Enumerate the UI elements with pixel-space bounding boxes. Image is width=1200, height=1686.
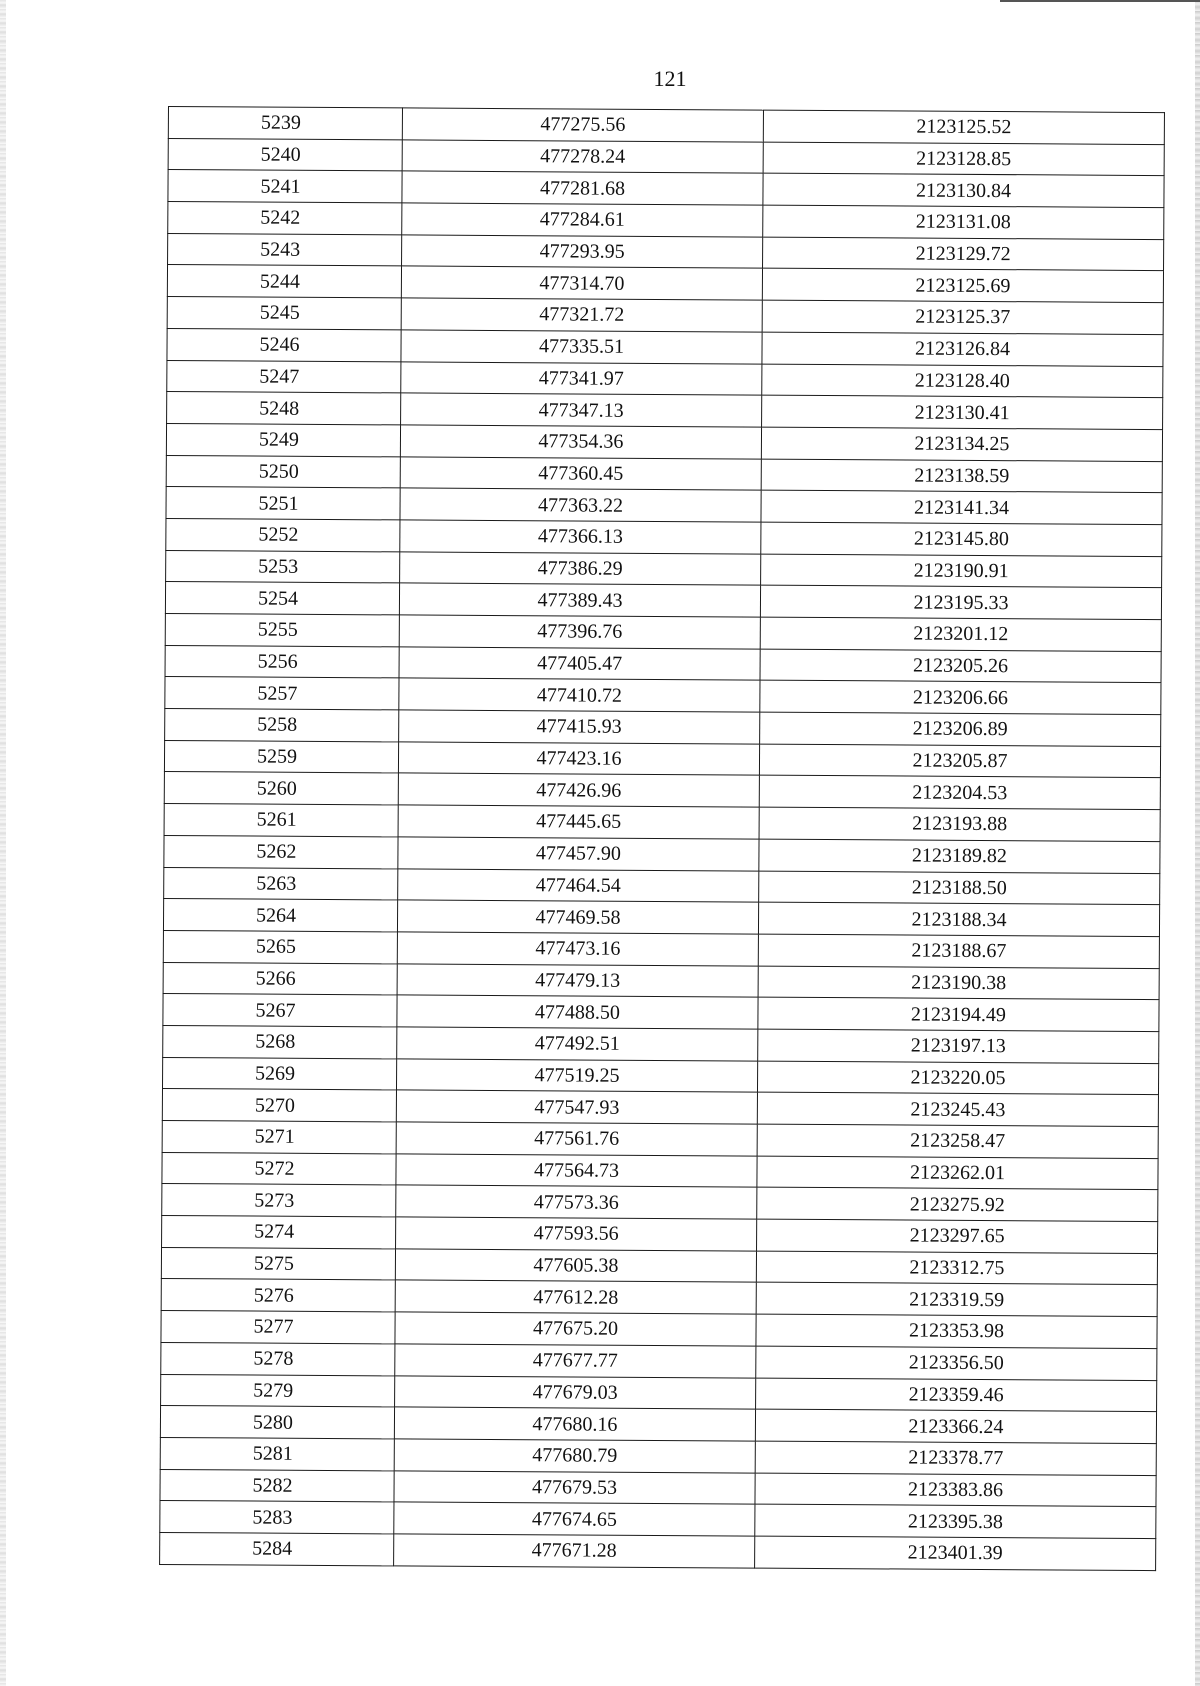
point-id-cell: 5253 (166, 550, 400, 583)
x-coordinate-cell: 477680.16 (394, 1407, 755, 1441)
x-coordinate-cell: 477360.45 (400, 456, 761, 490)
scan-edge-left (0, 0, 6, 1686)
point-id-cell: 5249 (166, 423, 400, 456)
point-id-cell: 5280 (160, 1406, 394, 1439)
point-id-cell: 5279 (161, 1374, 395, 1407)
point-id-cell: 5275 (161, 1247, 395, 1280)
point-id-cell: 5268 (163, 1025, 397, 1058)
point-id-cell: 5283 (160, 1501, 394, 1534)
y-coordinate-cell: 2123312.75 (756, 1251, 1157, 1285)
x-coordinate-cell: 477675.20 (395, 1312, 756, 1346)
point-id-cell: 5245 (167, 297, 401, 330)
x-coordinate-cell: 477473.16 (397, 932, 758, 966)
x-coordinate-cell: 477445.65 (398, 805, 759, 839)
point-id-cell: 5267 (163, 994, 397, 1027)
point-id-cell: 5264 (163, 899, 397, 932)
y-coordinate-cell: 2123206.89 (760, 712, 1161, 746)
x-coordinate-cell: 477314.70 (401, 266, 762, 300)
y-coordinate-cell: 2123197.13 (758, 1029, 1159, 1063)
x-coordinate-cell: 477469.58 (397, 900, 758, 934)
point-id-cell: 5248 (167, 392, 401, 425)
point-id-cell: 5257 (165, 677, 399, 710)
x-coordinate-cell: 477341.97 (401, 361, 762, 395)
y-coordinate-cell: 2123125.52 (763, 110, 1164, 144)
y-coordinate-cell: 2123190.38 (758, 966, 1159, 1000)
point-id-cell: 5273 (162, 1184, 396, 1217)
x-coordinate-cell: 477278.24 (402, 140, 763, 174)
x-coordinate-cell: 477293.95 (402, 235, 763, 269)
y-coordinate-cell: 2123128.85 (763, 142, 1164, 176)
y-coordinate-cell: 2123195.33 (760, 585, 1161, 619)
x-coordinate-cell: 477405.47 (399, 647, 760, 681)
y-coordinate-cell: 2123395.38 (755, 1504, 1156, 1538)
x-coordinate-cell: 477284.61 (402, 203, 763, 237)
point-id-cell: 5265 (163, 930, 397, 963)
x-coordinate-cell: 477415.93 (399, 710, 760, 744)
y-coordinate-cell: 2123138.59 (761, 459, 1162, 493)
y-coordinate-cell: 2123205.87 (759, 744, 1160, 778)
x-coordinate-cell: 477573.36 (396, 1185, 757, 1219)
x-coordinate-cell: 477679.03 (395, 1375, 756, 1409)
y-coordinate-cell: 2123193.88 (759, 807, 1160, 841)
x-coordinate-cell: 477680.79 (394, 1439, 755, 1473)
point-id-cell: 5246 (167, 328, 401, 361)
coordinate-table-body (160, 107, 1165, 1571)
x-coordinate-cell: 477605.38 (395, 1249, 756, 1283)
point-id-cell: 5262 (164, 835, 398, 868)
x-coordinate-cell: 477492.51 (397, 1027, 758, 1061)
point-id-cell: 5239 (168, 107, 402, 140)
coordinate-table (159, 106, 1165, 1571)
x-coordinate-cell: 477679.53 (394, 1470, 755, 1504)
y-coordinate-cell: 2123383.86 (755, 1473, 1156, 1507)
y-coordinate-cell: 2123401.39 (755, 1536, 1156, 1570)
y-coordinate-cell: 2123366.24 (755, 1409, 1156, 1443)
y-coordinate-cell: 2123245.43 (757, 1092, 1158, 1126)
point-id-cell: 5274 (162, 1216, 396, 1249)
x-coordinate-cell: 477671.28 (394, 1534, 755, 1568)
x-coordinate-cell: 477457.90 (398, 837, 759, 871)
x-coordinate-cell: 477347.13 (401, 393, 762, 427)
point-id-cell: 5277 (161, 1311, 395, 1344)
x-coordinate-cell: 477464.54 (398, 868, 759, 902)
y-coordinate-cell: 2123190.91 (761, 554, 1162, 588)
top-rule (1000, 0, 1200, 2)
y-coordinate-cell: 2123319.59 (756, 1283, 1157, 1317)
coordinate-table-container (159, 106, 1164, 1571)
point-id-cell: 5276 (161, 1279, 395, 1312)
y-coordinate-cell: 2123206.66 (760, 681, 1161, 715)
point-id-cell: 5250 (166, 455, 400, 488)
x-coordinate-cell: 477335.51 (401, 330, 762, 364)
x-coordinate-cell: 477519.25 (396, 1059, 757, 1093)
point-id-cell: 5251 (166, 487, 400, 520)
x-coordinate-cell: 477410.72 (399, 678, 760, 712)
y-coordinate-cell: 2123356.50 (756, 1346, 1157, 1380)
y-coordinate-cell: 2123126.84 (762, 332, 1163, 366)
point-id-cell: 5261 (164, 804, 398, 837)
point-id-cell: 5258 (165, 709, 399, 742)
x-coordinate-cell: 477564.73 (396, 1154, 757, 1188)
y-coordinate-cell: 2123189.82 (759, 839, 1160, 873)
y-coordinate-cell: 2123188.50 (759, 871, 1160, 905)
point-id-cell: 5282 (160, 1469, 394, 1502)
y-coordinate-cell: 2123258.47 (757, 1124, 1158, 1158)
page-number: 121 (653, 66, 687, 91)
point-id-cell: 5247 (167, 360, 401, 393)
y-coordinate-cell: 2123275.92 (757, 1187, 1158, 1221)
x-coordinate-cell: 477488.50 (397, 995, 758, 1029)
x-coordinate-cell: 477547.93 (396, 1090, 757, 1124)
point-id-cell: 5284 (160, 1532, 394, 1565)
x-coordinate-cell: 477386.29 (400, 552, 761, 586)
y-coordinate-cell: 2123125.37 (762, 300, 1163, 334)
point-id-cell: 5244 (167, 265, 401, 298)
y-coordinate-cell: 2123262.01 (757, 1156, 1158, 1190)
y-coordinate-cell: 2123359.46 (756, 1378, 1157, 1412)
point-id-cell: 5252 (166, 518, 400, 551)
point-id-cell: 5240 (168, 138, 402, 171)
point-id-cell: 5241 (168, 170, 402, 203)
point-id-cell: 5255 (165, 613, 399, 646)
x-coordinate-cell: 477423.16 (398, 742, 759, 776)
point-id-cell: 5266 (163, 962, 397, 995)
y-coordinate-cell: 2123131.08 (763, 205, 1164, 239)
point-id-cell: 5271 (162, 1120, 396, 1153)
x-coordinate-cell: 477389.43 (399, 583, 760, 617)
x-coordinate-cell: 477321.72 (401, 298, 762, 332)
y-coordinate-cell: 2123125.69 (762, 269, 1163, 303)
point-id-cell: 5242 (168, 202, 402, 235)
y-coordinate-cell: 2123353.98 (756, 1314, 1157, 1348)
x-coordinate-cell: 477426.96 (398, 773, 759, 807)
y-coordinate-cell: 2123128.40 (762, 364, 1163, 398)
y-coordinate-cell: 2123201.12 (760, 617, 1161, 651)
point-id-cell: 5281 (160, 1437, 394, 1470)
x-coordinate-cell: 477366.13 (400, 520, 761, 554)
y-coordinate-cell: 2123145.80 (761, 522, 1162, 556)
point-id-cell: 5272 (162, 1152, 396, 1185)
point-id-cell: 5269 (162, 1057, 396, 1090)
point-id-cell: 5254 (165, 582, 399, 615)
y-coordinate-cell: 2123194.49 (758, 997, 1159, 1031)
point-id-cell: 5259 (164, 740, 398, 773)
y-coordinate-cell: 2123205.26 (760, 649, 1161, 683)
x-coordinate-cell: 477612.28 (395, 1280, 756, 1314)
y-coordinate-cell: 2123220.05 (757, 1061, 1158, 1095)
scan-edge-right (1195, 0, 1200, 1686)
point-id-cell: 5243 (168, 233, 402, 266)
y-coordinate-cell: 2123297.65 (757, 1219, 1158, 1253)
point-id-cell: 5263 (164, 867, 398, 900)
x-coordinate-cell: 477281.68 (402, 171, 763, 205)
y-coordinate-cell: 2123130.41 (762, 395, 1163, 429)
x-coordinate-cell: 477561.76 (396, 1122, 757, 1156)
y-coordinate-cell: 2123378.77 (755, 1441, 1156, 1475)
y-coordinate-cell: 2123204.53 (759, 776, 1160, 810)
point-id-cell: 5278 (161, 1342, 395, 1375)
y-coordinate-cell: 2123188.67 (758, 934, 1159, 968)
x-coordinate-cell: 477479.13 (397, 963, 758, 997)
y-coordinate-cell: 2123134.25 (761, 427, 1162, 461)
x-coordinate-cell: 477593.56 (396, 1217, 757, 1251)
y-coordinate-cell: 2123130.84 (763, 174, 1164, 208)
y-coordinate-cell: 2123188.34 (758, 902, 1159, 936)
x-coordinate-cell: 477677.77 (395, 1344, 756, 1378)
point-id-cell: 5270 (162, 1089, 396, 1122)
x-coordinate-cell: 477396.76 (399, 615, 760, 649)
y-coordinate-cell: 2123129.72 (763, 237, 1164, 271)
x-coordinate-cell: 477354.36 (400, 425, 761, 459)
point-id-cell: 5260 (164, 772, 398, 805)
x-coordinate-cell: 477674.65 (394, 1502, 755, 1536)
table-row (160, 1532, 1156, 1570)
point-id-cell: 5256 (165, 645, 399, 678)
y-coordinate-cell: 2123141.34 (761, 490, 1162, 524)
x-coordinate-cell: 477363.22 (400, 488, 761, 522)
x-coordinate-cell: 477275.56 (402, 108, 763, 142)
